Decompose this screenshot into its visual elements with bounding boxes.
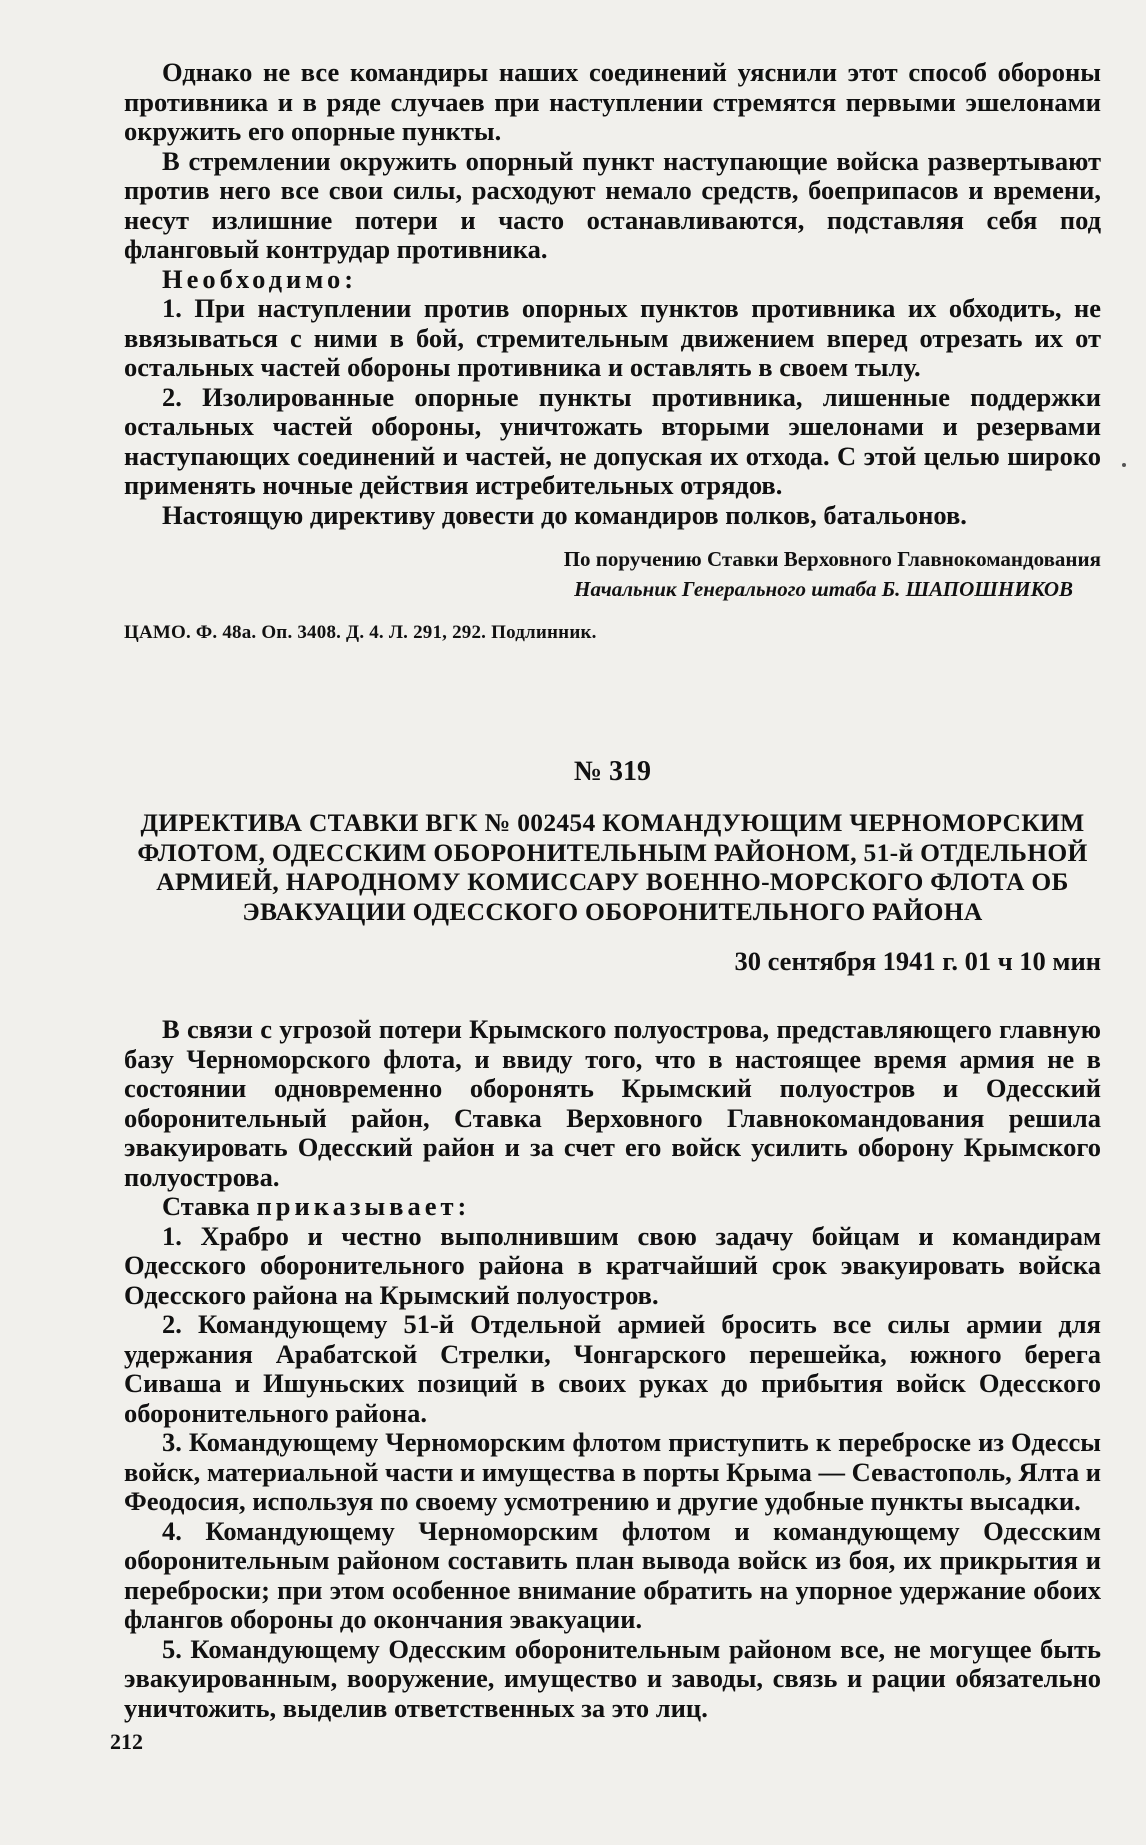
orders-prefix: Ставка	[162, 1191, 257, 1221]
document-number: № 319	[573, 756, 652, 787]
order-item-1: 1. Храбро и честно выполнившим свою задачу бойцам и командирам Одесского оборонительного района в кратчайший срок эвакуировать войска Одесского района на Крымский полуостров.	[124, 1220, 1101, 1310]
orders-heading	[124, 1192, 1101, 1222]
archive-source: ЦАМО. Ф. 48а. Оп. 3408. Д. 4. Л. 291, 292. Подлинник.	[124, 622, 597, 643]
page-number: 212	[110, 1729, 143, 1754]
necessary-item-1: 1. При наступлении против опорных пунктов противника их обходить, не ввязываться с ними в бой, стремительным движением вперед отрезать их от остальных частей обороны противника и оставлять в своем тылу.	[124, 293, 1101, 382]
order-item-5: 5. Командующему Одесским оборонительным районом все, не могущее быть эвакуированным, вооружение, имущество и заводы, связь и рации обязательно уничтожить, выделив ответственных за это лиц.	[124, 1633, 1101, 1723]
document-title: ДИРЕКТИВА СТАВКИ ВГК № 002454 КОМАНДУЮЩИМ ЧЕРНОМОРСКИМ ФЛОТОМ, ОДЕССКИМ ОБОРОНИТЕЛЬНЫМ РАЙОНОМ, 51-й ОТДЕЛЬНОЙ АРМИЕЙ, НАРОДНОМУ КОМИССАРУ ВОЕННО-МОРСКОГО ФЛОТА ОБ ЭВАКУАЦИИ ОДЕССКОГО ОБОРОНИТЕЛЬНОГО РАЙОНА	[137, 808, 1088, 926]
signature-line-1: По поручению Ставки Верховного Главнокомандования	[563, 547, 1101, 571]
signature-block	[124, 544, 1101, 604]
orders-label: приказывает:	[256, 1191, 471, 1221]
necessary-heading	[124, 265, 1101, 295]
dissemination-paragraph: Настоящую директиву довести до командиров полков, батальонов.	[162, 499, 967, 530]
order-item-4: 4. Командующему Черноморским флотом и командующему Одесским оборонительным районом составить план вывода войск из боя, их прикрытия и переброски; при этом особенное внимание обратить на упорное удержание обоих флангов обороны до окончания эвакуации.	[124, 1515, 1101, 1634]
intro-paragraph: В связи с угрозой потери Крымского полуострова, представляющего главную базу Черноморского флота, и ввиду того, что в настоящее время армия не в состоянии одновременно оборонять Крымский полуостров и Одесский оборонительный район, Ставка Верховного Главнокомандования решила эвакуировать Одесский район и за счет его войск усилить оборону Крымского полуострова.	[124, 1014, 1101, 1192]
document-date: 30 сентября 1941 г. 01 ч 10 мин	[734, 946, 1101, 976]
print-speck	[1122, 463, 1126, 467]
necessary-item-2: 2. Изолированные опорные пункты противника, лишенные поддержки остальных частей обороны, уничтожать вторыми эшелонами и резервами наступающих соединений и частей, не допуская их отхода. С этой целью широко применять ночные действия истребительных отрядов.	[124, 381, 1101, 500]
order-item-2: 2. Командующему 51-й Отдельной армией бросить все силы армии для удержания Арабатской Стрелки, Чонгарского перешейка, южного берега Сиваша и Ишуньских позиций в своих руках до прибытия войск Одесского оборонительного района.	[124, 1309, 1101, 1428]
paragraph: Однако не все командиры наших соединений уяснили этот способ обороны противника и в ряде случаев при наступлении стремятся первыми эшелонами окружить его опорные пункты.	[124, 57, 1101, 146]
necessary-label: Необходимо:	[162, 263, 358, 294]
paragraph: В стремлении окружить опорный пункт наступающие войска развертывают против него все свои силы, расходуют немало средств, боеприпасов и времени, несут излишние потери и часто останавливаются, подставляя себя под фланговый контрудар противника.	[124, 145, 1101, 264]
order-item-3: 3. Командующему Черноморским флотом приступить к переброске из Одессы войск, материальной части и имущества в порты Крыма — Севастополь, Ялта и Феодосия, используя по своему усмотрению и другие удобные пункты высадки.	[124, 1427, 1101, 1516]
signature-line-2: Начальник Генерального штаба Б. ШАПОШНИКОВ	[574, 577, 1073, 601]
